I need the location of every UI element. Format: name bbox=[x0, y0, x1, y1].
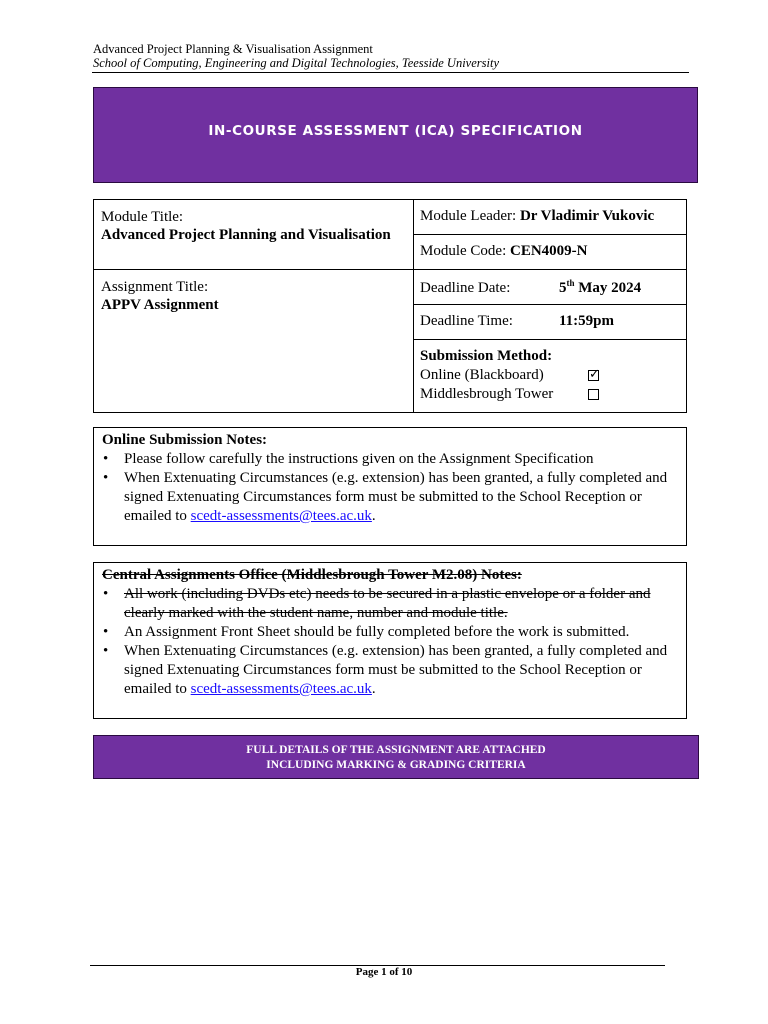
deadline-date-value: 5th May 2024 bbox=[559, 278, 642, 296]
banner-line: FULL DETAILS OF THE ASSIGNMENT ARE ATTACHED bbox=[246, 744, 546, 756]
table-divider bbox=[94, 269, 686, 270]
option-tower-label: Middlesbrough Tower bbox=[420, 386, 554, 402]
module-code-cell bbox=[420, 243, 685, 260]
module-details-table bbox=[93, 199, 687, 413]
banner-line: INCLUDING MARKING & GRADING CRITERIA bbox=[266, 759, 526, 771]
table-divider bbox=[413, 234, 686, 235]
page-number: Page 1 of 10 bbox=[355, 966, 413, 978]
table-divider bbox=[413, 304, 686, 305]
online-notes-title: Online Submission Notes: bbox=[102, 432, 268, 448]
option-online-label: Online (Blackboard) bbox=[420, 367, 544, 383]
list-item: • When Extenuating Circumstances (e.g. extension) has been granted, a fully completed and signed Extenuating Circumstances form must be submitted to the School Reception or emailed to scedt-assessments@tees.ac.uk. bbox=[102, 469, 678, 526]
submission-method-label: Submission Method: bbox=[420, 348, 553, 364]
module-leader-value: Dr Vladimir Vukovic bbox=[519, 208, 655, 224]
module-title-cell bbox=[101, 208, 411, 244]
deadline-time-value: 11:59pm bbox=[559, 313, 615, 329]
module-leader-label: Module Leader: bbox=[420, 208, 520, 224]
deadline-date-cell bbox=[420, 278, 685, 297]
assignment-title-value: APPV Assignment bbox=[101, 297, 219, 313]
submission-method-cell bbox=[420, 347, 685, 404]
deadline-time-label: Deadline Time: bbox=[420, 313, 513, 329]
list-item: • Please follow carefully the instructions given on the Assignment Specification bbox=[102, 450, 678, 469]
module-code-label: Module Code: bbox=[420, 243, 510, 259]
ica-title-banner bbox=[93, 87, 698, 183]
module-title-label: Module Title: bbox=[101, 209, 184, 225]
assignment-details-banner bbox=[93, 735, 699, 779]
module-leader-cell bbox=[420, 208, 685, 225]
central-office-notes bbox=[93, 562, 687, 719]
online-submission-notes bbox=[93, 427, 687, 546]
running-header-school: School of Computing, Engineering and Digital Technologies, Teesside University bbox=[93, 56, 499, 70]
assignment-title-cell bbox=[101, 278, 411, 314]
email-link[interactable]: scedt-assessments@tees.ac.uk bbox=[190, 681, 372, 697]
deadline-date-label: Deadline Date: bbox=[420, 280, 511, 296]
tower-checkbox[interactable] bbox=[588, 389, 599, 400]
list-item: • An Assignment Front Sheet should be fully completed before the work is submitted. bbox=[102, 623, 678, 642]
module-title-value: Advanced Project Planning and Visualisation bbox=[101, 227, 391, 243]
module-code-value: CEN4009-N bbox=[510, 243, 588, 259]
table-divider bbox=[413, 200, 414, 412]
option-tower-row bbox=[420, 385, 685, 404]
header-divider bbox=[92, 72, 689, 73]
list-item: • All work (including DVDs etc) needs to be secured in a plastic envelope or a folder and clearly marked with the student name, number and module title. bbox=[102, 585, 678, 623]
online-checkbox[interactable] bbox=[588, 370, 599, 381]
office-notes-title: Central Assignments Office (Middlesbrough Tower M2.08) Notes: bbox=[102, 567, 522, 583]
assignment-title-label: Assignment Title: bbox=[101, 279, 209, 295]
ica-title: IN-COURSE ASSESSMENT (ICA) SPECIFICATION bbox=[208, 123, 583, 139]
table-divider bbox=[413, 339, 686, 340]
email-link[interactable]: scedt-assessments@tees.ac.uk bbox=[190, 508, 372, 524]
list-item: • When Extenuating Circumstances (e.g. extension) has been granted, a fully completed and signed Extenuating Circumstances form must be submitted to the School Reception or emailed to scedt-assessments@tees.ac.uk. bbox=[102, 642, 678, 699]
option-online-row bbox=[420, 366, 685, 385]
deadline-time-cell bbox=[420, 313, 685, 330]
running-header-title: Advanced Project Planning & Visualisation Assignment bbox=[93, 42, 373, 56]
